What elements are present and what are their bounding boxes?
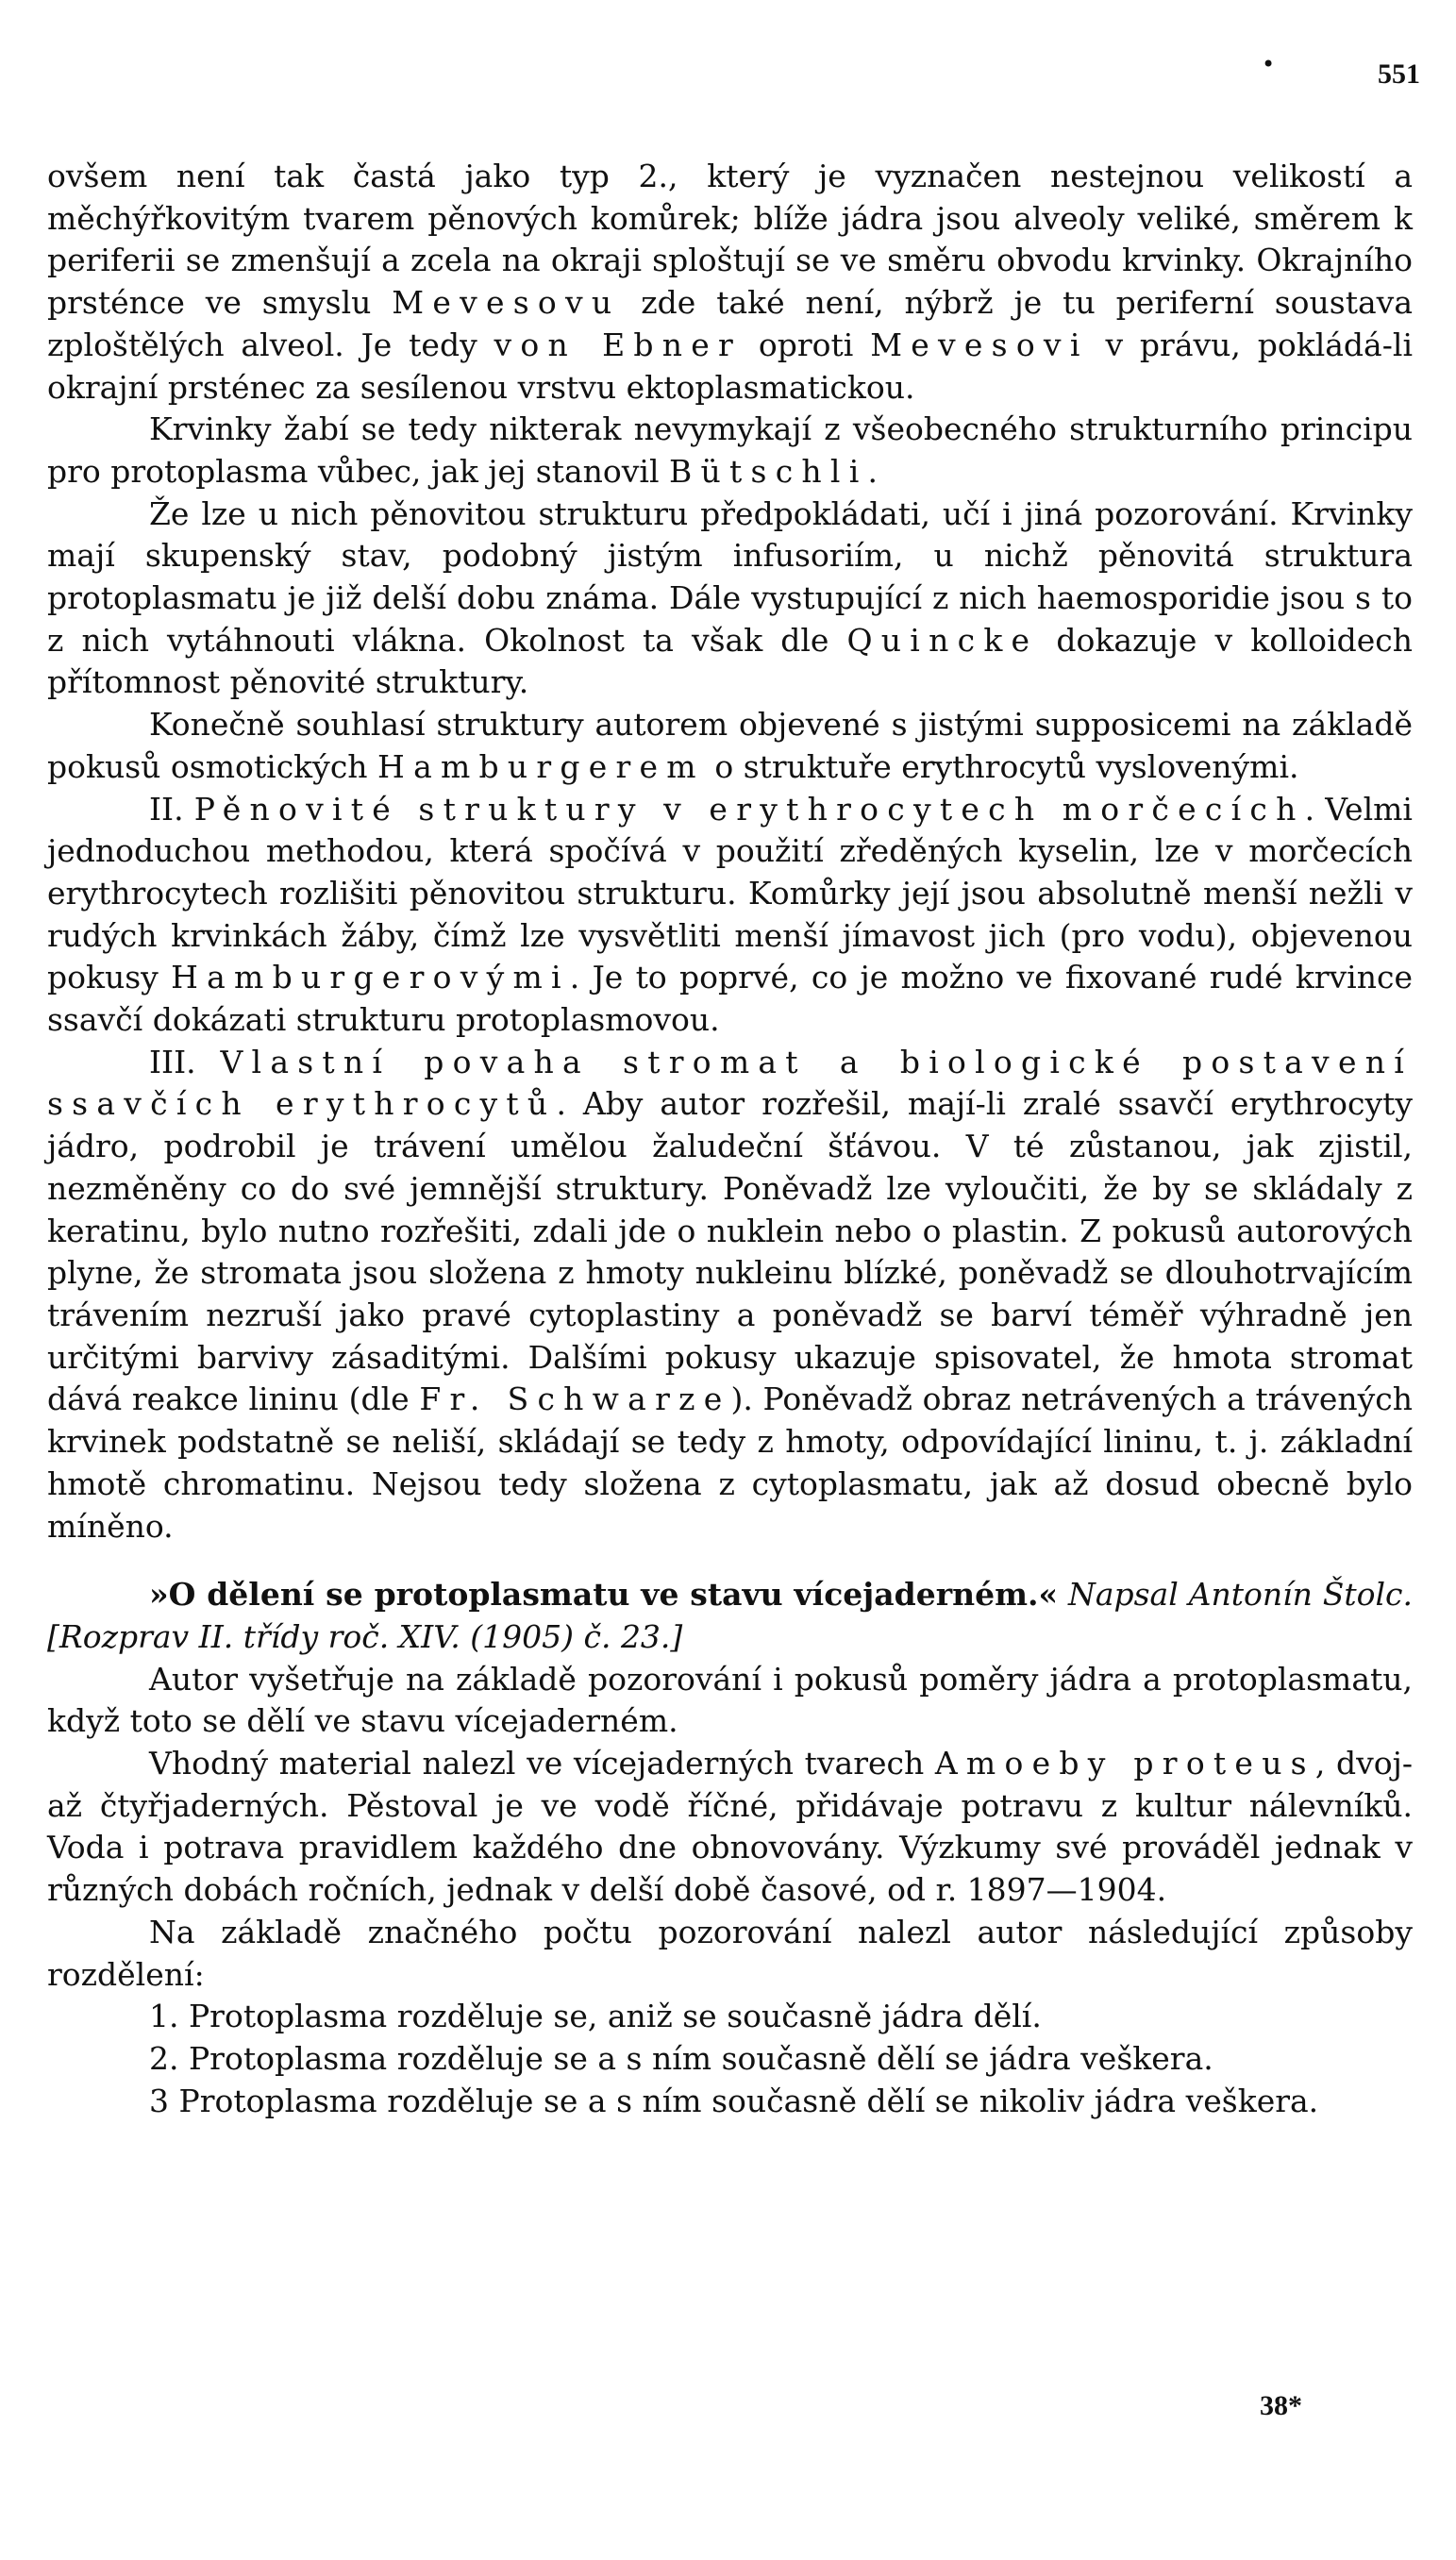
author-name-meves-2: Mevesovi [870,326,1089,363]
list-item: 1. Protoplasma rozděluje se, aniž se současně jádra dělí. [149,1998,1042,2035]
author-name-hamburger-2: Hamburgerovými [171,959,570,996]
list-item: 2. Protoplasma rozděluje se a s ním současně dělí se jádra veškera. [149,2039,1213,2077]
section-heading-stromata: Vlastní povaha stromat a biologické postavení ssavčích erythrocytů [47,1043,1413,1123]
list-item: 3 Protoplasma rozděluje se a s ním současně dělí se nikoliv jádra veškera. [149,2082,1319,2119]
paragraph-article-intro: Autor vyšetřuje na základě pozorování i pokusů poměry jádra a protoplasmatu, když toto se dělí ve stavu vícejaderném. [47,1660,1413,1740]
section-heading-guinea-pig: Pěnovité struktury v erythrocytech morčecích [193,790,1305,828]
article-title: »O dělení se protoplasmatu ve stavu vícejaderném.« [149,1576,1059,1614]
page-number: 551 [1378,59,1420,90]
paragraph-section-three: III. Vlastní povaha stromat a biologické postavení ssavčích erythrocytů. Aby autor rozřešil, mají-li zralé ssavčí erythrocyty jádro, podrobil je trávení umělou žaludeční šťávou. V té zůstanou, jak zjistil, nezměněny co do své jemnější struktury. Poněvadž lze vyloučiti, že by se skládaly z keratinu, bylo nutno rozřešiti, zdali jde o nuklein nebo o plastin. Z pokusů autorových plyne, že stromata jsou složena z hmoty nukleinu blízké, poněvadž se dlouhotrvajícím trávením nezruší jako pravé cytoplastiny a poněvadž se barví téměř výhradně jen určitými barvivy zásaditými. Dalšími pokusy ukazuje spisovatel, že hmota stromat dává reakce lininu (dle Fr. Schwarze). Poněvadž obraz netrávených a trávených krvinek podstatně se neliší, skládají se tedy z hmoty, odpovídající lininu, t. j. základní hmotě chromatinu. Nejsou tedy složena z cytoplasmatu, jak až dosud obecně bylo míněno. [47,1043,1413,1545]
author-name-butschli: Bütschli [669,452,868,490]
species-name-amoeba: Amoeby proteus [934,1745,1315,1782]
page-body [47,156,1413,2122]
author-name-meves: Mevesovu [392,284,621,322]
paragraph-foam-structure-frog: ovšem není tak častá jako typ 2., který je vyznačen nestejnou velikostí a měchýřkovitým tvarem pěnových komůrek; blíže jádra jsou alveoly veliké, směrem k periferii se zmenšují a zcela na okraji sploštují se ve směru obvodu krvinky. Okrajního prsténce ve smyslu Mevesovu zde také není, nýbrž je tu periferní soustava zploštělých alveol. Je tedy von Ebner oproti Mevesovi v právu, pokládá-li okrajní prsténec za sesílenou vrstvu ektoplasmatickou. [47,158,1413,406]
paragraph-other-observations: Že lze u nich pěnovitou strukturu předpokládati, učí i jiná pozorování. Krvinky mají skupenský stav, podobný jistým infusoriím, u nichž pěnovitá struktura protoplasmatu je již delší dobu známa. Dále vystupující z nich haemosporidie jsou s to z nich vytáhnouti vlákna. Okolnost ta však dle Quincke dokazuje v kolloidech přítomnost pěnovité struktury. [47,494,1413,701]
paragraph-section-two: II. Pěnovité struktury v erythrocytech morčecích. Velmi jednoduchou methodou, která spočívá v použití zředěných kyselin, lze v morčecích erythrocytech rozlišiti pěnovitou strukturu. Komůrky její jsou absolutně menší nežli v rudých krvinkách žáby, čímž lze vysvětliti menší jímavost jich (pro vodu), objevenou pokusy Hamburgerovými. Je to poprvé, co je možno ve fixované rudé krvince ssavčí dokázati strukturu protoplasmovou. [47,790,1413,1039]
paragraph-division-methods: Na základě značného počtu pozorování nalezl autor následující způsoby rozdělení: [47,1913,1413,1993]
section-gap [47,1548,1413,1574]
author-name-quincke: Quincke [846,621,1039,659]
author-name-ebner: von Ebner [494,326,743,363]
header-mark: • [1262,51,1276,77]
article-citation: Napsal Antonín Štolc. [Rozprav II. třídy roč. XIV. (1905) č. 23.] [47,1576,1414,1655]
paragraph-hamburger: Konečně souhlasí struktury autorem objevené s jistými supposicemi na základě pokusů osmotických Hamburgerem o struktuře erythrocytů vyslovenými. [47,706,1413,785]
author-name-hamburger: Hamburgerem [377,747,705,785]
article-heading [47,1574,1413,1658]
paragraph-butschli: Krvinky žabí se tedy nikterak nevymykají z všeobecného strukturního principu pro protoplasma vůbec, jak jej stanovil Bütschli. [47,410,1413,490]
signature-mark: 38* [1260,2390,1302,2421]
author-name-schwarz: Fr. Schwarze [419,1380,731,1418]
paragraph-material: Vhodný material nalezl ve vícejaderných tvarech Amoeby proteus, dvoj- až čtyřjaderných. Pěstoval je ve vodě říčné, přidávaje potravu z kultur nálevníků. Voda i potrava pravidlem každého dne obnovovány. Výzkumy své prováděl jednak v různých dobách ročních, jednak v delší době časové, od r. 1897—1904. [47,1745,1413,1909]
